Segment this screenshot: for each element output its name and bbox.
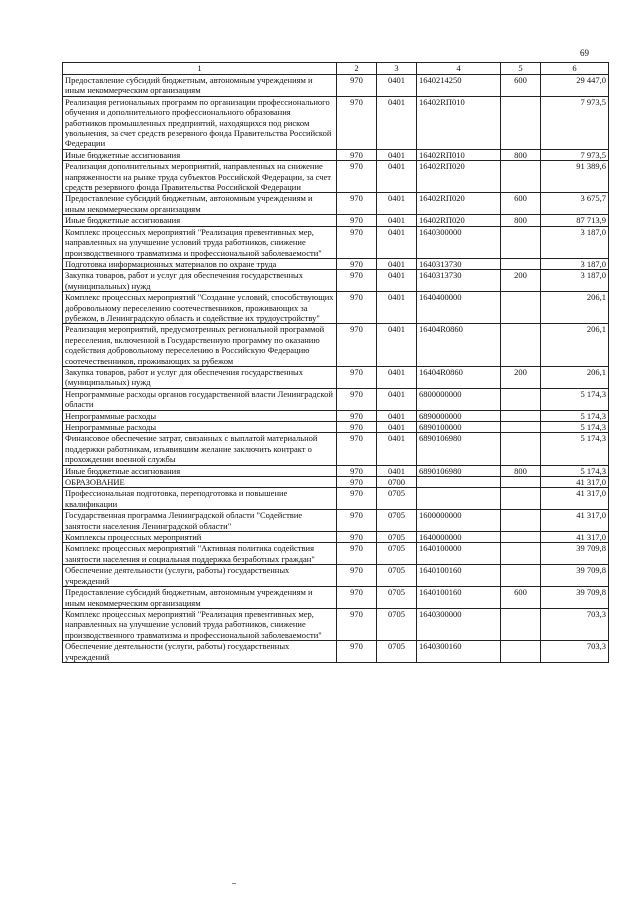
- cell-name: Реализация региональных программ по организации профессионального обучения и дополнительного профессионального образования работников промышленных предприятий, находящихся под риском увольнения, за счет средств резервного фонда Правительства Российской Федерации: [63, 96, 337, 149]
- cell-name: Предоставление субсидий бюджетным, автономным учреждениям и иным некоммерческим организациям: [63, 75, 337, 97]
- cell-expense-type: [501, 565, 541, 587]
- cell-gr: 970: [337, 510, 377, 532]
- cell-sum: 39 709,8: [541, 543, 609, 565]
- cell-section: 0401: [377, 215, 417, 226]
- cell-sum: 703,3: [541, 641, 609, 663]
- cell-gr: 970: [337, 193, 377, 215]
- cell-target: 1640100160: [417, 587, 501, 609]
- cell-target: 6890106980: [417, 465, 501, 476]
- cell-gr: 970: [337, 465, 377, 476]
- cell-target: 16402RП010: [417, 96, 501, 149]
- table-row: [63, 215, 609, 226]
- table-row: [63, 587, 609, 609]
- table-row: [63, 324, 609, 367]
- cell-name: Обеспечение деятельности (услуги, работы) государственных учреждений: [63, 641, 337, 663]
- cell-sum: 91 389,6: [541, 161, 609, 193]
- cell-expense-type: [501, 488, 541, 510]
- cell-section: 0401: [377, 149, 417, 160]
- table-row: [63, 75, 609, 97]
- cell-gr: 970: [337, 565, 377, 587]
- cell-target: 16402RП020: [417, 193, 501, 215]
- cell-target: 1640000000: [417, 532, 501, 543]
- cell-expense-type: [501, 292, 541, 324]
- cell-gr: 970: [337, 477, 377, 488]
- cell-name: ОБРАЗОВАНИЕ: [63, 477, 337, 488]
- cell-expense-type: [501, 410, 541, 421]
- table-row: [63, 641, 609, 663]
- cell-name: Иные бюджетные ассигнования: [63, 465, 337, 476]
- cell-section: 0401: [377, 270, 417, 292]
- cell-name: Непрограммные расходы органов государственной власти Ленинградской области: [63, 388, 337, 410]
- cell-name: Подготовка информационных материалов по охране труда: [63, 258, 337, 269]
- cell-target: 1640214250: [417, 75, 501, 97]
- cell-name: Обеспечение деятельности (услуги, работы) государственных учреждений: [63, 565, 337, 587]
- header-row: [63, 63, 609, 75]
- cell-sum: 3 187,0: [541, 226, 609, 258]
- cell-name: Профессиональная подготовка, переподготовка и повышение квалификации: [63, 488, 337, 510]
- cell-target: 1640300000: [417, 608, 501, 640]
- table-row: [63, 532, 609, 543]
- cell-section: 0401: [377, 292, 417, 324]
- table-row: [63, 422, 609, 433]
- header-cell-expense-type: 5: [501, 63, 541, 75]
- cell-name: Предоставление субсидий бюджетным, автономным учреждениям и иным некоммерческим организациям: [63, 587, 337, 609]
- cell-name: Финансовое обеспечение затрат, связанных с выплатой материальной поддержки работникам, изъявившим желание заключить контракт о прохождении военной службы: [63, 433, 337, 465]
- table-row: [63, 565, 609, 587]
- cell-name: Комплекс процессных мероприятий "Реализация превентивных мер, направленных на улучшение условий труда работников, снижение производственного травматизма и профессиональной заболеваемости": [63, 608, 337, 640]
- cell-gr: 970: [337, 410, 377, 421]
- cell-section: 0401: [377, 75, 417, 97]
- cell-gr: 970: [337, 641, 377, 663]
- cell-sum: 206,1: [541, 324, 609, 367]
- cell-name: Комплекс процессных мероприятий "Активная политика содействия занятости населения и социальная поддержка безработных граждан": [63, 543, 337, 565]
- table-row: [63, 226, 609, 258]
- header-cell-section: 3: [377, 63, 417, 75]
- cell-target: [417, 488, 501, 510]
- cell-section: 0705: [377, 488, 417, 510]
- cell-section: 0705: [377, 543, 417, 565]
- cell-sum: 5 174,3: [541, 410, 609, 421]
- cell-target: 1640300000: [417, 226, 501, 258]
- cell-expense-type: 800: [501, 149, 541, 160]
- cell-sum: 3 187,0: [541, 258, 609, 269]
- cell-sum: 39 709,8: [541, 565, 609, 587]
- cell-name: Иные бюджетные ассигнования: [63, 215, 337, 226]
- cell-expense-type: [501, 258, 541, 269]
- cell-name: Закупка товаров, работ и услуг для обеспечения государственных (муниципальных) нужд: [63, 270, 337, 292]
- page-number: 69: [580, 48, 589, 58]
- cell-gr: 970: [337, 388, 377, 410]
- cell-expense-type: [501, 433, 541, 465]
- header-cell-target: 4: [417, 63, 501, 75]
- header-cell-name: 1: [63, 63, 337, 75]
- cell-target: 1640100000: [417, 543, 501, 565]
- cell-name: Реализация мероприятий, предусмотренных региональной программой переселения, включенной в Государственную программу по оказанию содействия добровольному переселению в Российскую Федерацию соотечественников, проживающих за рубежом: [63, 324, 337, 367]
- cell-gr: 970: [337, 292, 377, 324]
- cell-gr: 970: [337, 161, 377, 193]
- scan-mark: [232, 883, 236, 884]
- cell-target: 1640400000: [417, 292, 501, 324]
- cell-target: 1640313730: [417, 258, 501, 269]
- cell-gr: 970: [337, 532, 377, 543]
- table-row: [63, 292, 609, 324]
- cell-target: 16402RП020: [417, 215, 501, 226]
- cell-gr: 970: [337, 324, 377, 367]
- cell-gr: 970: [337, 149, 377, 160]
- cell-section: 0705: [377, 641, 417, 663]
- cell-expense-type: 800: [501, 465, 541, 476]
- cell-section: 0700: [377, 477, 417, 488]
- cell-sum: 5 174,3: [541, 388, 609, 410]
- cell-gr: 970: [337, 433, 377, 465]
- cell-section: 0401: [377, 96, 417, 149]
- cell-target: 6890106980: [417, 433, 501, 465]
- cell-target: 16402RП020: [417, 161, 501, 193]
- cell-sum: 7 973,5: [541, 149, 609, 160]
- cell-expense-type: [501, 510, 541, 532]
- cell-sum: 703,3: [541, 608, 609, 640]
- cell-sum: 41 317,0: [541, 477, 609, 488]
- table-row: [63, 366, 609, 388]
- cell-name: Реализация дополнительных мероприятий, направленных на снижение напряженности на рынке труда субъектов Российской Федерации, за счет средств резервного фонда Правительства Российской Федерации: [63, 161, 337, 193]
- cell-section: 0705: [377, 565, 417, 587]
- cell-sum: 87 713,9: [541, 215, 609, 226]
- table-row: [63, 149, 609, 160]
- cell-name: Комплексы процессных мероприятий: [63, 532, 337, 543]
- cell-target: 16402RП010: [417, 149, 501, 160]
- table-row: [63, 410, 609, 421]
- cell-target: 6890000000: [417, 410, 501, 421]
- cell-gr: 970: [337, 587, 377, 609]
- header-cell-sum: 6: [541, 63, 609, 75]
- cell-gr: 970: [337, 366, 377, 388]
- cell-expense-type: 200: [501, 366, 541, 388]
- cell-sum: 39 709,8: [541, 587, 609, 609]
- cell-section: 0401: [377, 161, 417, 193]
- table-row: [63, 388, 609, 410]
- cell-sum: 206,1: [541, 292, 609, 324]
- cell-expense-type: [501, 532, 541, 543]
- cell-gr: 970: [337, 226, 377, 258]
- cell-expense-type: [501, 641, 541, 663]
- cell-expense-type: 800: [501, 215, 541, 226]
- cell-gr: 970: [337, 270, 377, 292]
- cell-expense-type: [501, 608, 541, 640]
- cell-section: 0705: [377, 608, 417, 640]
- cell-section: 0401: [377, 226, 417, 258]
- cell-sum: 41 317,0: [541, 510, 609, 532]
- cell-sum: 3 675,7: [541, 193, 609, 215]
- cell-gr: 970: [337, 96, 377, 149]
- cell-sum: 41 317,0: [541, 532, 609, 543]
- table-row: [63, 488, 609, 510]
- cell-expense-type: [501, 477, 541, 488]
- cell-name: Предоставление субсидий бюджетным, автономным учреждениям и иным некоммерческим организациям: [63, 193, 337, 215]
- cell-target: 16404R0860: [417, 366, 501, 388]
- table-row: [63, 477, 609, 488]
- cell-name: Непрограммные расходы: [63, 410, 337, 421]
- cell-target: 6890100000: [417, 422, 501, 433]
- cell-section: 0401: [377, 193, 417, 215]
- cell-name: Комплекс процессных мероприятий "Реализация превентивных мер, направленных на улучшение условий труда работников, снижение производственного травматизма и профессиональной заболеваемости": [63, 226, 337, 258]
- cell-section: 0401: [377, 465, 417, 476]
- cell-sum: 29 447,0: [541, 75, 609, 97]
- cell-sum: 5 174,3: [541, 422, 609, 433]
- cell-expense-type: 600: [501, 193, 541, 215]
- cell-section: 0705: [377, 532, 417, 543]
- cell-section: 0401: [377, 410, 417, 421]
- cell-name: Закупка товаров, работ и услуг для обеспечения государственных (муниципальных) нужд: [63, 366, 337, 388]
- cell-name: Иные бюджетные ассигнования: [63, 149, 337, 160]
- cell-expense-type: 200: [501, 270, 541, 292]
- cell-expense-type: [501, 161, 541, 193]
- table-row: [63, 258, 609, 269]
- cell-name: Комплекс процессных мероприятий "Создание условий, способствующих добровольному переселению соотечественников, проживающих за рубежом, в Ленинградскую область и содействие их трудоустройству": [63, 292, 337, 324]
- cell-sum: 3 187,0: [541, 270, 609, 292]
- table-row: [63, 96, 609, 149]
- cell-target: 16404R0860: [417, 324, 501, 367]
- header-cell-gr: 2: [337, 63, 377, 75]
- cell-expense-type: [501, 422, 541, 433]
- table-row: [63, 543, 609, 565]
- budget-table: [62, 62, 609, 663]
- cell-gr: 970: [337, 215, 377, 226]
- cell-sum: 7 973,5: [541, 96, 609, 149]
- cell-section: 0401: [377, 258, 417, 269]
- cell-name: Непрограммные расходы: [63, 422, 337, 433]
- cell-section: 0705: [377, 587, 417, 609]
- cell-sum: 5 174,3: [541, 433, 609, 465]
- cell-expense-type: [501, 226, 541, 258]
- cell-section: 0705: [377, 510, 417, 532]
- cell-gr: 970: [337, 422, 377, 433]
- cell-section: 0401: [377, 433, 417, 465]
- cell-gr: 970: [337, 258, 377, 269]
- cell-target: 1640313730: [417, 270, 501, 292]
- table-row: [63, 161, 609, 193]
- cell-target: 1640300160: [417, 641, 501, 663]
- table-row: [63, 193, 609, 215]
- cell-section: 0401: [377, 388, 417, 410]
- cell-target: 6800000000: [417, 388, 501, 410]
- cell-section: 0401: [377, 366, 417, 388]
- cell-target: 1600000000: [417, 510, 501, 532]
- cell-sum: 41 317,0: [541, 488, 609, 510]
- cell-expense-type: [501, 543, 541, 565]
- cell-expense-type: [501, 96, 541, 149]
- table-row: [63, 270, 609, 292]
- cell-expense-type: [501, 388, 541, 410]
- cell-gr: 970: [337, 488, 377, 510]
- cell-name: Государственная программа Ленинградской области "Содействие занятости населения Ленинградской области": [63, 510, 337, 532]
- table-row: [63, 510, 609, 532]
- cell-target: [417, 477, 501, 488]
- cell-expense-type: 600: [501, 75, 541, 97]
- cell-gr: 970: [337, 75, 377, 97]
- cell-gr: 970: [337, 543, 377, 565]
- cell-sum: 5 174,3: [541, 465, 609, 476]
- table-row: [63, 433, 609, 465]
- table-body: [63, 75, 609, 663]
- cell-gr: 970: [337, 608, 377, 640]
- cell-expense-type: 600: [501, 587, 541, 609]
- cell-section: 0401: [377, 324, 417, 367]
- cell-sum: 206,1: [541, 366, 609, 388]
- table-row: [63, 608, 609, 640]
- cell-expense-type: [501, 324, 541, 367]
- table-row: [63, 465, 609, 476]
- cell-section: 0401: [377, 422, 417, 433]
- cell-target: 1640100160: [417, 565, 501, 587]
